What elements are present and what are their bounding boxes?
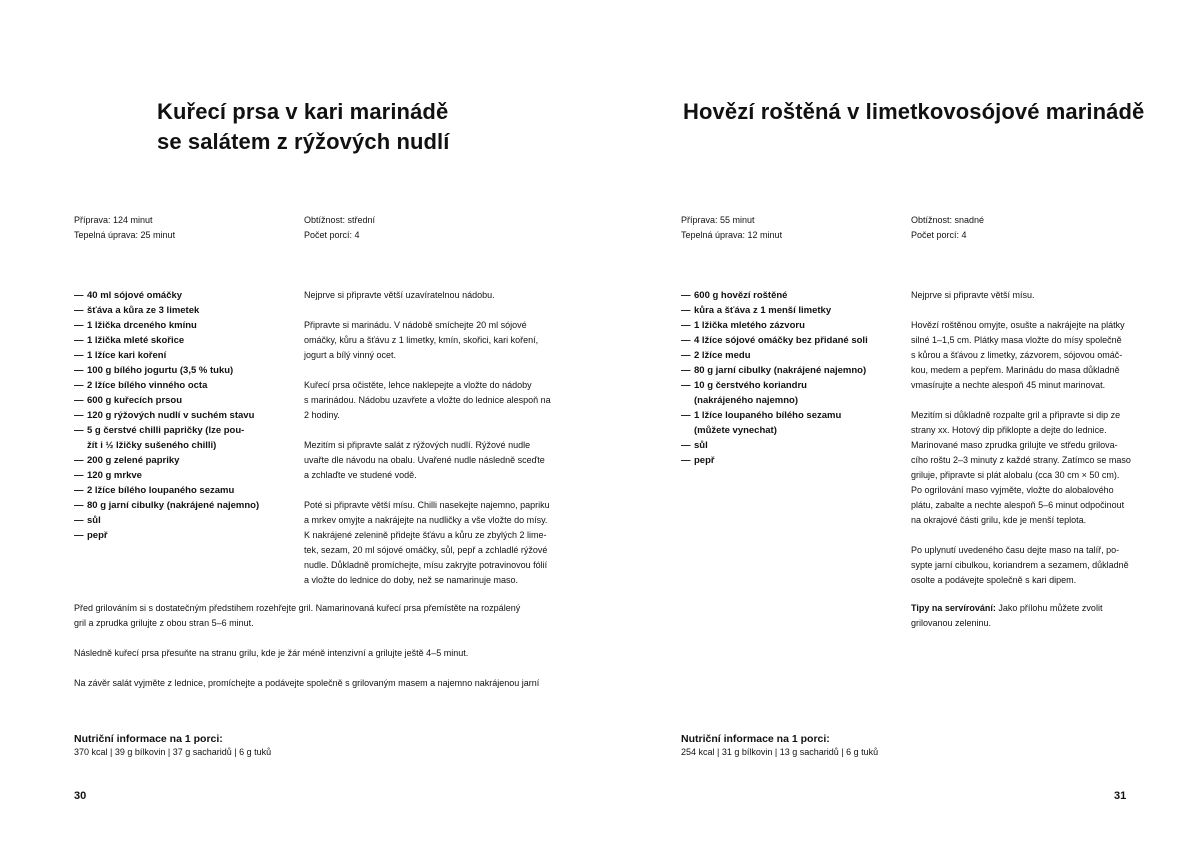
left-nutrition-values: 370 kcal | 39 g bílkovin | 37 g sacharidů | 6 g tuků: [74, 747, 272, 757]
method-line: vmasírujte a nechte alespoň 45 minut marinovat.: [911, 380, 1106, 390]
dash-bullet: —: [681, 455, 691, 466]
ingredient-item: [681, 453, 868, 468]
ingredient-text-line: 40 ml sójové omáčky: [87, 290, 183, 301]
left-method-steps: [304, 288, 574, 603]
right-meta-time: [681, 213, 782, 243]
dash-bullet: —: [74, 350, 84, 361]
left-title-line-1: Kuřecí prsa v kari marinádě: [157, 99, 449, 124]
method-line: cího roštu 2–3 minuty z každé strany. Zatímco se maso: [911, 455, 1131, 465]
method-paragraph: [911, 543, 1151, 588]
ingredient-text-line: 1 lžíce kari koření: [87, 350, 167, 361]
ingredient-text-line: 600 g hovězí roštěné: [694, 290, 788, 301]
ingredient-text-line: 2 lžíce bílého loupaného sezamu: [87, 485, 235, 496]
right-serving-tip: [911, 601, 1151, 631]
ingredient-text-line: 10 g čerstvého koriandru: [694, 380, 807, 391]
ingredient-item: [74, 498, 259, 513]
left-meta-difficulty: [304, 213, 375, 243]
method-paragraph: [304, 318, 574, 363]
method-paragraph: [74, 676, 574, 691]
method-line: Hovězí roštěnou omyjte, osušte a nakrájejte na plátky: [911, 320, 1125, 330]
ingredient-text: [87, 513, 101, 528]
right-servings: Počet porcí: 4: [911, 230, 967, 240]
right-ingredient-list: [681, 288, 868, 468]
method-paragraph: [911, 288, 1151, 303]
ingredient-item: [74, 333, 259, 348]
ingredient-text: [694, 288, 787, 303]
left-difficulty: Obtížnost: střední: [304, 215, 376, 225]
dash-bullet: —: [74, 470, 84, 481]
right-method-steps: [911, 288, 1151, 603]
ingredient-text-line: 120 g mrkve: [87, 470, 142, 481]
dash-bullet: —: [681, 350, 691, 361]
dash-bullet: —: [74, 305, 84, 316]
right-tip-label: Tipy na servírování:: [911, 603, 996, 613]
dash-bullet: —: [74, 320, 84, 331]
dash-bullet: —: [681, 380, 691, 391]
ingredient-text: [694, 363, 866, 378]
right-meta-difficulty: [911, 213, 984, 243]
left-nutrition-title: Nutriční informace na 1 porci:: [74, 733, 223, 745]
left-ingredient-list: [74, 288, 259, 543]
ingredient-text: [87, 408, 254, 423]
ingredient-text-line: kůra a šťáva z 1 menší limetky: [694, 305, 832, 316]
method-line: tek, sezam, 20 ml sójové omáčky, sůl, pepř a zchladlé rýžové: [304, 545, 548, 555]
dash-bullet: —: [681, 410, 691, 421]
method-line: Následně kuřecí prsa přesuňte na stranu grilu, kde je žár méně intenzivní a grilujte ještě 4–5 minut.: [74, 648, 469, 658]
ingredient-text-line: pepř: [87, 530, 108, 541]
ingredient-item: [74, 318, 259, 333]
right-difficulty: Obtížnost: snadné: [911, 215, 985, 225]
dash-bullet: —: [681, 440, 691, 451]
method-line: a mrkev omyjte a nakrájejte na nudličky a vše vložte do mísy.: [304, 515, 548, 525]
right-tip-text-line-2: grilovanou zeleninu.: [911, 618, 992, 628]
ingredient-item: [74, 348, 259, 363]
ingredient-text-line: šťáva a kůra ze 3 limetek: [87, 305, 200, 316]
right-prep-time: Příprava: 55 minut: [681, 215, 755, 225]
method-line: gril a zprudka grilujte z obou stran 5–6 minut.: [74, 618, 254, 628]
ingredient-item: [74, 393, 259, 408]
dash-bullet: —: [74, 335, 84, 346]
method-line: s kůrou a šťávou z limetky, zázvorem, sójovou omáč-: [911, 350, 1123, 360]
ingredient-text: [87, 363, 233, 378]
ingredient-text-line: 80 g jarní cibulky (nakrájené najemno): [694, 365, 867, 376]
ingredient-text-line: žít i ½ lžičky sušeného chilli): [87, 440, 217, 451]
method-line: Nejprve si připravte větší mísu.: [911, 290, 1035, 300]
ingredient-text-line: 600 g kuřecích prsou: [87, 395, 183, 406]
dash-bullet: —: [74, 365, 84, 376]
dash-bullet: —: [74, 455, 84, 466]
ingredient-text-line: 80 g jarní cibulky (nakrájené najemno): [87, 500, 260, 511]
ingredient-text-line: sůl: [694, 440, 708, 451]
ingredient-item: [681, 318, 868, 333]
ingredient-item: [681, 333, 868, 348]
method-line: Na závěr salát vyjměte z lednice, promíchejte a podávejte společně s grilovaným masem a najemno nakrájenou jarní: [74, 678, 540, 688]
method-line: kou, medem a pepřem. Marinádu do masa důkladně: [911, 365, 1120, 375]
ingredient-text: [694, 318, 805, 333]
ingredient-item: [74, 453, 259, 468]
ingredient-text: [694, 348, 751, 363]
dash-bullet: —: [74, 515, 84, 526]
ingredient-item: [74, 378, 259, 393]
left-prep-time: Příprava: 124 minut: [74, 215, 153, 225]
ingredient-text: [87, 303, 199, 318]
ingredient-text-line: 200 g zelené papriky: [87, 455, 180, 466]
ingredient-text-line: 120 g rýžových nudlí v suchém stavu: [87, 410, 255, 421]
method-paragraph: [74, 646, 574, 661]
ingredient-text-line: 4 lžíce sójové omáčky bez přidané soli: [694, 335, 868, 346]
ingredient-item: [681, 408, 868, 438]
ingredient-item: [681, 378, 868, 408]
left-recipe-title: [157, 97, 449, 157]
method-paragraph: [304, 438, 574, 483]
left-nutrition: [74, 732, 271, 759]
ingredient-text-line: 5 g čerstvé chilli papričky (lze pou-: [87, 425, 245, 436]
right-nutrition-title: Nutriční informace na 1 porci:: [681, 733, 830, 745]
ingredient-item: [74, 528, 259, 543]
ingredient-item: [681, 438, 868, 453]
method-line: Před grilováním si s dostatečným předstihem rozehřejte gril. Namarinovaná kuřecí prsa přemístěte na rozpálený: [74, 603, 521, 613]
right-page-number: 31: [1114, 790, 1127, 802]
right-nutrition-values: 254 kcal | 31 g bílkovin | 13 g sacharidů | 6 g tuků: [681, 747, 879, 757]
method-line: a zchlaďte ve studené vodě.: [304, 470, 417, 480]
dash-bullet: —: [74, 485, 84, 496]
ingredient-text: [694, 408, 841, 438]
dash-bullet: —: [74, 425, 84, 436]
dash-bullet: —: [74, 410, 84, 421]
ingredient-text-line: pepř: [694, 455, 715, 466]
ingredient-item: [74, 513, 259, 528]
dash-bullet: —: [74, 380, 84, 391]
dash-bullet: —: [74, 290, 84, 301]
ingredient-item: [74, 408, 259, 423]
method-paragraph: [911, 408, 1151, 528]
ingredient-text-line: 2 lžíce bílého vinného octa: [87, 380, 208, 391]
ingredient-item: [74, 423, 259, 453]
ingredient-text-line: 100 g bílého jogurtu (3,5 % tuku): [87, 365, 234, 376]
right-recipe-title: [683, 97, 1144, 127]
method-line: na okrajové části grilu, kde je menší teplota.: [911, 515, 1087, 525]
method-line: Kuřecí prsa očistěte, lehce naklepejte a vložte do nádoby: [304, 380, 532, 390]
method-line: Po uplynutí uvedeného času dejte maso na talíř, po-: [911, 545, 1120, 555]
ingredient-text-line: (můžete vynechat): [694, 425, 777, 436]
ingredient-text: [87, 468, 142, 483]
method-line: Po ogrilování maso vyjměte, vložte do alobalového: [911, 485, 1114, 495]
dash-bullet: —: [74, 500, 84, 511]
method-line: Nejprve si připravte větší uzavíratelnou nádobu.: [304, 290, 495, 300]
dash-bullet: —: [681, 320, 691, 331]
left-page-number: 30: [74, 790, 87, 802]
dash-bullet: —: [681, 290, 691, 301]
ingredient-text-line: 1 lžíce loupaného bílého sezamu: [694, 410, 842, 421]
method-line: omáčky, kůru a šťávu z 1 limetky, kmín, skořici, kari koření,: [304, 335, 539, 345]
ingredient-text: [87, 348, 166, 363]
ingredient-text: [694, 438, 708, 453]
method-line: jogurt a bílý vinný ocet.: [304, 350, 397, 360]
ingredient-item: [681, 288, 868, 303]
left-method-steps-continued: [74, 601, 574, 706]
ingredient-item: [681, 303, 868, 318]
ingredient-text-line: 1 lžička mletého zázvoru: [694, 320, 805, 331]
ingredient-text-line: 1 lžička drceného kmínu: [87, 320, 197, 331]
dash-bullet: —: [681, 305, 691, 316]
method-line: osolte a podávejte společně s kari dipem.: [911, 575, 1077, 585]
ingredient-text: [694, 333, 868, 348]
ingredient-text: [87, 453, 179, 468]
method-paragraph: [304, 498, 574, 588]
method-line: griluje, připravte si plát alobalu (cca 30 cm × 50 cm).: [911, 470, 1120, 480]
ingredient-text: [87, 498, 259, 513]
method-line: silné 1–1,5 cm. Plátky masa vložte do mísy společně: [911, 335, 1122, 345]
ingredient-item: [74, 288, 259, 303]
method-line: sypte jarní cibulkou, koriandrem a sezamem, důkladně: [911, 560, 1129, 570]
ingredient-text-line: 2 lžíce medu: [694, 350, 751, 361]
method-line: K nakrájené zelenině přidejte šťávu a kůru ze zbylých 2 lime-: [304, 530, 547, 540]
ingredient-item: [74, 363, 259, 378]
right-page: [600, 0, 1200, 847]
ingredient-text: [87, 318, 197, 333]
left-title-line-2: se salátem z rýžových nudlí: [157, 129, 450, 154]
ingredient-item: [74, 468, 259, 483]
dash-bullet: —: [681, 335, 691, 346]
left-servings: Počet porcí: 4: [304, 230, 360, 240]
method-line: Mezitím si připravte salát z rýžových nudlí. Rýžové nudle: [304, 440, 531, 450]
dash-bullet: —: [74, 395, 84, 406]
ingredient-item: [681, 348, 868, 363]
method-paragraph: [74, 601, 574, 631]
ingredient-text-line: 1 lžička mleté skořice: [87, 335, 185, 346]
method-line: Poté si připravte větší mísu. Chilli nasekejte najemno, papriku: [304, 500, 550, 510]
right-tip-text-line-1: Jako přílohu můžete zvolit: [998, 603, 1103, 613]
right-nutrition: [681, 732, 878, 759]
left-meta-time: [74, 213, 175, 243]
ingredient-text: [694, 378, 807, 408]
right-title-line-1: Hovězí roštěná v limetkovosójové marinádě: [683, 99, 1145, 124]
dash-bullet: —: [681, 365, 691, 376]
method-line: s marinádou. Nádobu uzavřete a vložte do lednice alespoň na: [304, 395, 551, 405]
right-cook-time: Tepelná úprava: 12 minut: [681, 230, 783, 240]
ingredient-text-line: sůl: [87, 515, 101, 526]
method-line: strany xx. Hotový dip přiklopte a dejte do lednice.: [911, 425, 1107, 435]
ingredient-item: [74, 483, 259, 498]
ingredient-item: [681, 363, 868, 378]
ingredient-text: [87, 378, 207, 393]
ingredient-text: [87, 528, 108, 543]
method-line: Připravte si marinádu. V nádobě smíchejte 20 ml sójové: [304, 320, 527, 330]
left-cook-time: Tepelná úprava: 25 minut: [74, 230, 176, 240]
method-paragraph: [304, 288, 574, 303]
method-line: Mezitím si důkladně rozpalte gril a připravte si dip ze: [911, 410, 1121, 420]
method-paragraph: [304, 378, 574, 423]
method-line: Marinované maso zprudka grilujte ve středu grilova-: [911, 440, 1118, 450]
ingredient-text: [87, 423, 244, 453]
ingredient-text: [87, 483, 234, 498]
ingredient-text: [87, 333, 184, 348]
method-paragraph: [911, 318, 1151, 393]
method-line: plátu, zabalte a nechte alespoň 5–6 minut odpočinout: [911, 500, 1125, 510]
method-line: 2 hodiny.: [304, 410, 340, 420]
ingredient-text-line: (nakrájeného najemno): [694, 395, 798, 406]
dash-bullet: —: [74, 530, 84, 541]
ingredient-text: [87, 393, 182, 408]
method-line: uvařte dle návodu na obalu. Uvařené nudle následně sceďte: [304, 455, 545, 465]
ingredient-item: [74, 303, 259, 318]
method-line: nudle. Důkladně promíchejte, mísu zakryjte potravinovou fólií: [304, 560, 548, 570]
method-line: a vložte do lednice do doby, než se namarinuje maso.: [304, 575, 518, 585]
ingredient-text: [694, 453, 715, 468]
ingredient-text: [694, 303, 831, 318]
ingredient-text: [87, 288, 182, 303]
